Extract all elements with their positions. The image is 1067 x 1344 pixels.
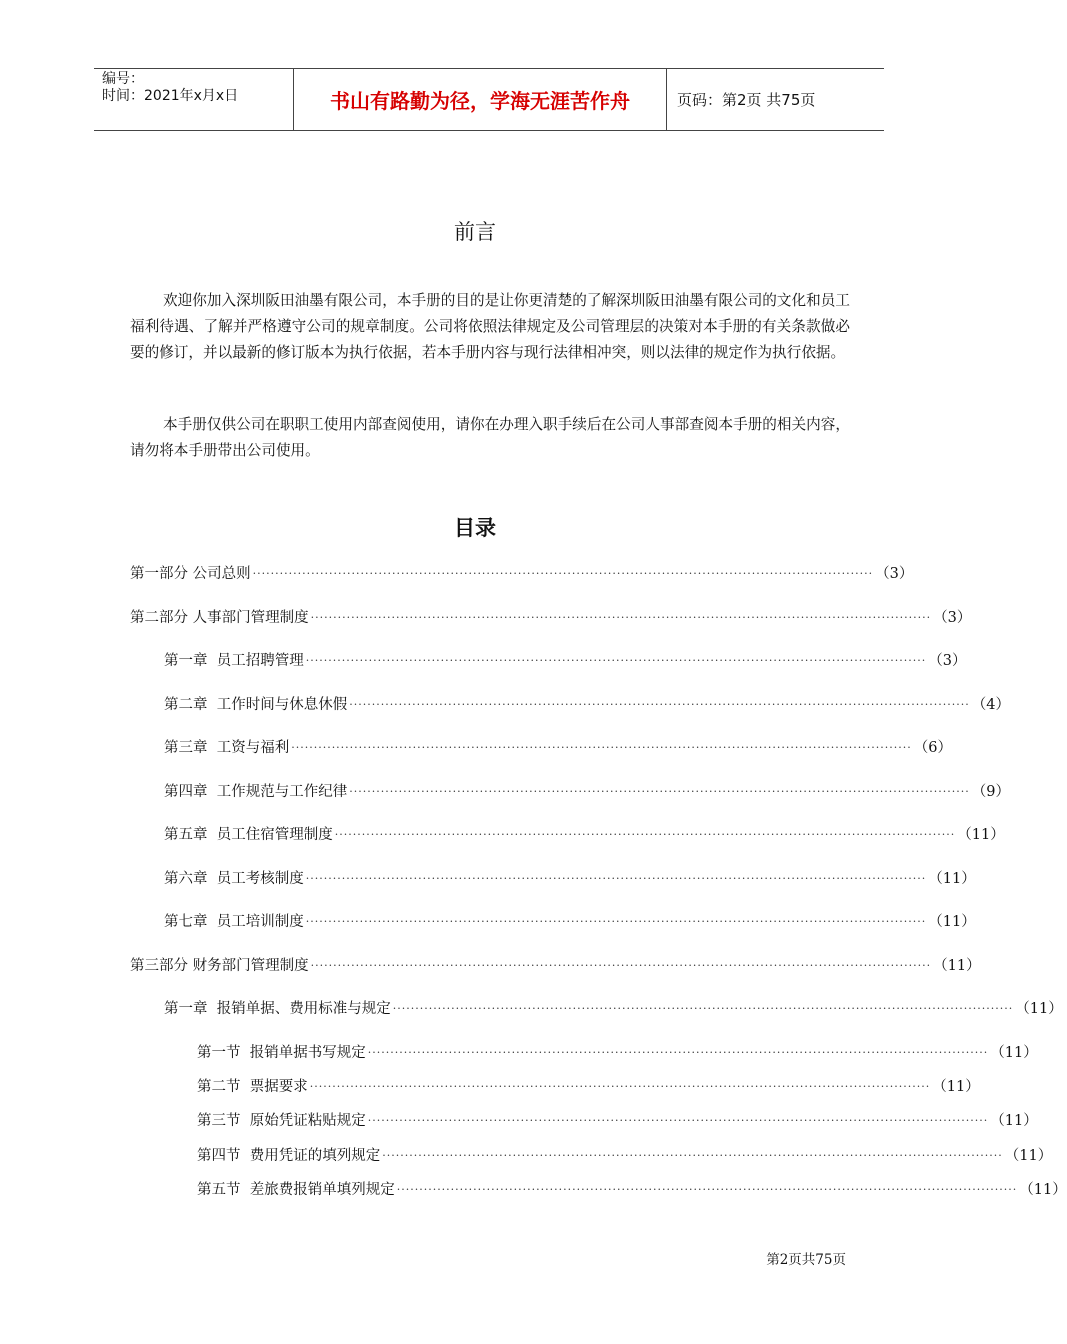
preface-paragraph-1: 欢迎你加入深圳阪田油墨有限公司，本手册的目的是让你更清楚的了解深圳阪田油墨有限公司的文化和员工福利待遇、了解并严格遵守公司的规章制度。公司将依照法律规定及公司管理层的决策对本手册的有关条款做必要的修订，并以最新的修订版本为执行依据，若本手册内容与现行法律相冲突，则以法律的规定作为执行依据。 [130,292,850,361]
toc-leader-dots: ·········································································································································· [291,741,912,754]
toc-leader-dots: ·········································································································································· [392,1002,1014,1015]
toc-leader-dots: ·········································································································································· [310,959,932,972]
toc-entry-page: （6） [913,740,952,756]
toc-entry-label: 第五节 差旅费报销单填列规定 [197,1182,395,1198]
preface-paragraph-2: 本手册仅供公司在职职工使用内部查阅使用，请你在办理入职手续后在公司人事部查阅本手册的相关内容，请勿将本手册带出公司使用。 [130,416,850,459]
toc-entry-label: 第三部分 财务部门管理制度 [130,958,309,974]
toc-entry[interactable] [164,695,1010,715]
toc-entry-page: （3） [928,653,967,669]
toc-entry[interactable] [164,869,976,889]
toc-entry-label: 第三章 工资与福利 [164,740,290,756]
toc-leader-dots: ·········································································································································· [309,1080,931,1093]
toc-entry-page: （11） [990,1045,1038,1061]
toc-entry-label: 第一节 报销单据书写规定 [197,1045,366,1061]
toc-leader-dots: ·········································································································································· [367,1114,989,1127]
toc-entry-label: 第七章 员工培训制度 [164,914,304,930]
toc-entry-label: 第一章 报销单据、费用标准与规定 [164,1001,391,1017]
toc-entry[interactable] [130,956,981,976]
toc-leader-dots: ·········································································································································· [367,1046,989,1059]
header-page-info: 页码：第2页 共75页 [677,91,816,109]
toc-entry[interactable] [164,738,952,758]
toc-entry-page: （11） [1015,1001,1063,1017]
toc-entry-page: （11） [990,1113,1038,1129]
toc-entry-page: （11） [932,1079,980,1095]
toc-entry-page: （11） [928,871,976,887]
toc-entry[interactable] [197,1077,980,1097]
toc-entry-page: （11） [1004,1148,1053,1164]
toc-leader-dots: ·········································································································································· [382,1149,1003,1162]
toc-entry-label: 第五章 员工住宿管理制度 [164,827,333,843]
toc-entry-page: （11） [957,827,1005,843]
toc-entry-page: （9） [971,784,1010,800]
toc-leader-dots: ·········································································································································· [305,654,927,667]
toc-entry[interactable] [197,1146,1053,1166]
toc-entry[interactable] [164,999,1063,1019]
toc-entry-label: 第四节 费用凭证的填列规定 [197,1148,381,1164]
toc-entry[interactable] [164,782,1010,802]
toc-title: 目录 [454,516,496,540]
toc-entry-label: 第一章 员工招聘管理 [164,653,304,669]
toc-entry-page: （11） [1019,1182,1067,1198]
toc-entry-page: （11） [928,914,976,930]
header-meta [94,69,294,130]
preface-title: 前言 [454,220,496,244]
toc-entry-page: （3） [875,566,914,582]
toc-entry-label: 第二章 工作时间与休息休假 [164,697,348,713]
toc-leader-dots: ·········································································································································· [305,915,927,928]
toc-entry[interactable] [164,825,1005,845]
page-footer: 第2页共75页 [766,1252,846,1268]
toc-entry-page: （11） [933,958,981,974]
toc-leader-dots: ·········································································································································· [252,567,874,580]
toc-leader-dots: ·········································································································································· [349,785,970,798]
toc-entry[interactable] [164,651,967,671]
toc-entry[interactable] [197,1111,1038,1131]
toc-entry[interactable] [197,1180,1067,1200]
toc-entry[interactable] [164,912,976,932]
document-number-label: 编号： [102,71,144,87]
page-header [94,68,884,131]
toc-leader-dots: ·········································································································································· [396,1183,1018,1196]
document-time: 时间：2021年x月x日 [102,88,239,104]
header-motto: 书山有路勤为径，学海无涯苦作舟 [294,69,667,130]
toc-leader-dots: ·········································································································································· [334,828,956,841]
toc-entry-label: 第四章 工作规范与工作纪律 [164,784,348,800]
toc-entry-page: （3） [933,610,972,626]
toc-entry-label: 第二部分 人事部门管理制度 [130,610,309,626]
toc-leader-dots: ·········································································································································· [310,611,932,624]
toc-entry-page: （4） [971,697,1010,713]
toc-entry-label: 第二节 票据要求 [197,1079,308,1095]
toc-leader-dots: ·········································································································································· [349,698,970,711]
toc-entry[interactable] [130,608,972,628]
toc-entry[interactable] [197,1043,1038,1063]
toc-entry[interactable] [130,564,914,584]
toc-entry-label: 第三节 原始凭证粘贴规定 [197,1113,366,1129]
toc-entry-label: 第六章 员工考核制度 [164,871,304,887]
toc-leader-dots: ·········································································································································· [305,872,927,885]
toc-entry-label: 第一部分 公司总则 [130,566,251,582]
